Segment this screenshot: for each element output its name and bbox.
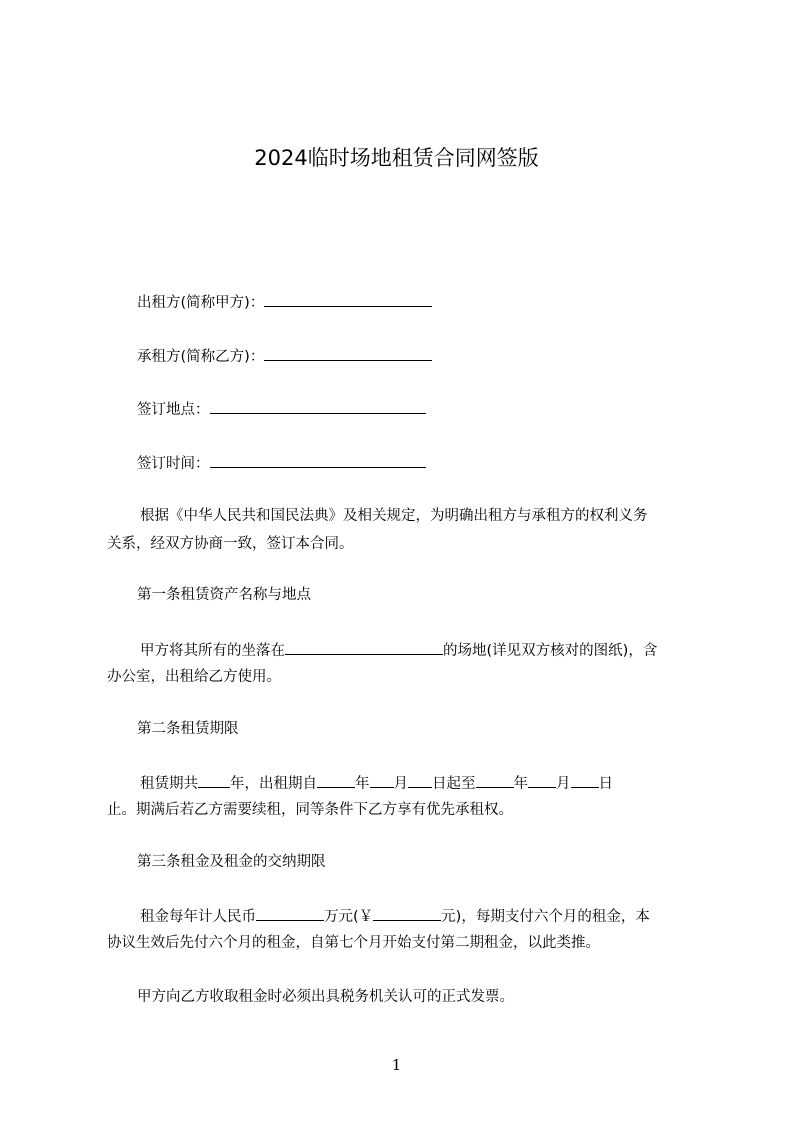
time-blank (210, 453, 426, 468)
term-text-4: 月 (393, 776, 408, 792)
term-text-1: 租赁期共 (140, 776, 198, 792)
place-label: 签订地点： (137, 402, 210, 418)
place-blank (210, 399, 426, 414)
start-day-blank (408, 773, 432, 788)
lessor-label: 出租方(简称甲方)： (137, 295, 265, 311)
intro-line-1: 根据《中华人民共和国民法典》及相关规定，为明确出租方与承租方的权利义务 (140, 508, 648, 524)
place-line (137, 399, 707, 420)
article-3-paragraph-2: 甲方向乙方收取租金时必须出具税务机关认可的正式发票。 (137, 989, 514, 1005)
article-3-heading: 第三条租金及租金的交纳期限 (137, 854, 326, 870)
lessee-label: 承租方(简称乙方)： (137, 349, 265, 365)
document-title: 2024临时场地租赁合同网签版 (254, 146, 539, 170)
lessor-blank (264, 292, 432, 307)
article-1-line-1 (140, 640, 706, 661)
end-year-blank (476, 773, 514, 788)
article-1-heading: 第一条租赁资产名称与地点 (137, 587, 311, 603)
article-2-line-1 (140, 773, 706, 794)
term-text-3: 年 (355, 776, 370, 792)
term-years-blank (198, 773, 230, 788)
term-text-6: 年 (513, 776, 528, 792)
end-day-blank (571, 773, 599, 788)
page-number: 1 (391, 1056, 402, 1074)
term-text-2: 年，出租期自 (230, 776, 317, 792)
time-line (137, 453, 707, 474)
lessee-line (137, 346, 707, 367)
rent-text-2: 万元(￥ (324, 909, 374, 925)
article-3-line-1 (140, 906, 706, 927)
article-1-text-a: 甲方将其所有的坐落在 (140, 643, 285, 659)
rent-amount-blank (256, 906, 324, 921)
rent-text-1: 租金每年计人民币 (140, 909, 256, 925)
time-label: 签订时间： (137, 456, 210, 472)
article-1-line-2: 办公室，出租给乙方使用。 (107, 669, 281, 685)
lessor-line (137, 292, 707, 313)
start-year-blank (317, 773, 355, 788)
location-blank (285, 640, 443, 655)
rent-yuan-blank (373, 906, 441, 921)
start-month-blank (370, 773, 394, 788)
term-text-5: 日起至 (432, 776, 476, 792)
lessee-blank (264, 346, 432, 361)
intro-line-2: 关系，经双方协商一致，签订本合同。 (107, 536, 354, 552)
article-1-text-b: 的场地(详见双方核对的图纸)，含 (443, 643, 658, 659)
term-text-7: 月 (556, 776, 571, 792)
article-2-line-2: 止。期满后若乙方需要续租，同等条件下乙方享有优先承租权。 (107, 802, 513, 818)
rent-text-3: 元)，每期支付六个月的租金，本 (441, 909, 650, 925)
term-text-8: 日 (598, 776, 613, 792)
article-3-line-2: 协议生效后先付六个月的租金，自第七个月开始支付第二期租金，以此类推。 (107, 935, 600, 951)
article-2-heading: 第二条租赁期限 (137, 721, 239, 737)
end-month-blank (528, 773, 556, 788)
